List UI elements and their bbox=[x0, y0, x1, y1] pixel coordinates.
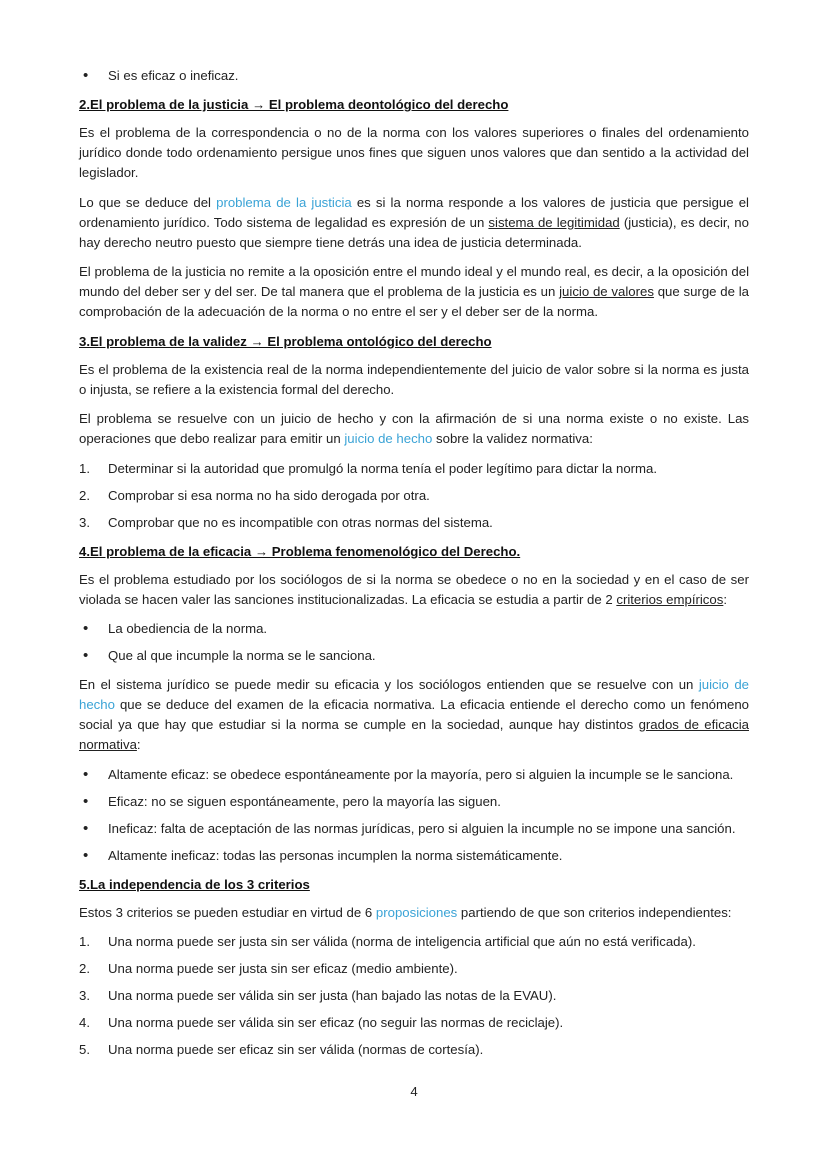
list-item-text: Comprobar si esa norma no ha sido derogada por otra. bbox=[108, 487, 430, 503]
list-item-text: Que al que incumple la norma se le sanciona. bbox=[108, 648, 376, 663]
text-run: Es el problema estudiado por los sociólogos de si la norma se obedece o no en la sociedad y en el caso de ser violada se hacen valer las sanciones institucionalizadas. La eficacia se estudia a partir de 2 bbox=[79, 571, 749, 607]
list-item bbox=[79, 932, 749, 952]
justice-problem-link[interactable]: problema de la justicia bbox=[216, 194, 352, 210]
text-run: es si la norma responde a los valores de justicia que persigue el ordenamiento jurídico. Todo sistema de legalidad es expresión de un bbox=[79, 194, 749, 230]
text-run: El problema de la justicia no remite a la oposición entre el mundo ideal y el mundo real, es decir, a la oposición del mundo del deber ser y del ser. De tal manera que el problema de la justicia es un bbox=[79, 264, 749, 299]
bullet-icon: • bbox=[83, 846, 89, 864]
fact-judgment-link[interactable]: juicio de hecho bbox=[79, 677, 749, 712]
text-run: : bbox=[136, 737, 141, 752]
section-2-paragraph-2 bbox=[79, 193, 749, 253]
list-item-text: Si es eficaz o ineficaz. bbox=[108, 68, 239, 83]
legitimacy-system-term: sistema de legitimidad bbox=[488, 214, 620, 230]
value-judgment-term: juicio de valores bbox=[559, 284, 654, 299]
bullet-icon: • bbox=[83, 647, 89, 664]
list-item bbox=[79, 646, 749, 666]
propositions-link[interactable]: proposiciones bbox=[375, 904, 458, 920]
section-4-paragraph-1 bbox=[79, 570, 749, 610]
propositions-list bbox=[79, 932, 749, 1060]
empirical-criteria-list bbox=[79, 619, 749, 666]
fact-judgment-link[interactable]: juicio de hecho bbox=[344, 431, 433, 446]
bullet-icon: • bbox=[83, 67, 89, 84]
list-item-text: Una norma puede ser válida sin ser justa (han bajado las notas de la EVAU). bbox=[108, 988, 557, 1003]
section-2-heading: 2.El problema de la justicia → El problema deontológico del derecho bbox=[79, 97, 509, 112]
validity-operations-list bbox=[79, 459, 749, 533]
text-run: : bbox=[723, 591, 728, 607]
list-number: 2. bbox=[79, 961, 90, 976]
list-item bbox=[79, 765, 749, 785]
list-item-text: Ineficaz: falta de aceptación de las normas jurídicas, pero si alguien la incumple no se impone una sanción. bbox=[108, 820, 736, 836]
list-number: 5. bbox=[79, 1042, 90, 1057]
empirical-criteria-term: criterios empíricos bbox=[616, 591, 724, 607]
efficacy-grades-list bbox=[79, 765, 749, 866]
list-item bbox=[79, 819, 749, 839]
list-item-text: Una norma puede ser justa sin ser eficaz (medio ambiente). bbox=[108, 961, 458, 976]
list-item-text: Altamente eficaz: se obedece espontáneamente por la mayoría, pero si alguien la incumple se le sanciona. bbox=[108, 766, 734, 782]
list-item bbox=[79, 513, 749, 533]
bullet-icon: • bbox=[83, 792, 89, 810]
text-run: En el sistema jurídico se puede medir su eficacia y los sociólogos entienden que se resuelve con un bbox=[79, 677, 699, 692]
efficacy-grades-term: grados de eficacia normativa bbox=[79, 717, 749, 752]
section-2-paragraph-3 bbox=[79, 262, 749, 322]
list-item-text: Comprobar que no es incompatible con otras normas del sistema. bbox=[108, 514, 493, 530]
text-run: El problema se resuelve con un juicio de hecho y con la afirmación de si una norma existe o no existe. Las operaciones que debo realizar para emitir un bbox=[79, 411, 749, 446]
list-item bbox=[79, 1040, 749, 1060]
list-number: 3. bbox=[79, 514, 90, 530]
bullet-icon: • bbox=[83, 765, 89, 783]
text-run: que surge de la comprobación de la adecuación de la norma o no entre el ser y el deber ser de la norma. bbox=[79, 284, 749, 319]
list-item bbox=[79, 1013, 749, 1033]
list-item bbox=[79, 486, 749, 506]
list-item-text: Una norma puede ser válida sin ser eficaz (no seguir las normas de reciclaje). bbox=[108, 1015, 564, 1030]
intro-list bbox=[79, 66, 749, 86]
section-5-heading: 5.La independencia de los 3 criterios bbox=[79, 876, 310, 892]
section-5-paragraph-1 bbox=[79, 903, 749, 923]
list-item bbox=[79, 619, 749, 639]
section-3-paragraph-1: Es el problema de la existencia real de la norma independientemente del juicio de valor sobre si la norma es justa o injusta, se refiere a la existencia formal del derecho. bbox=[79, 361, 749, 397]
list-item-text: Eficaz: no se siguen espontáneamente, pero la mayoría las siguen. bbox=[108, 793, 501, 809]
section-3-heading: 3.El problema de la validez → El problema ontológico del derecho bbox=[79, 333, 492, 349]
list-item bbox=[79, 959, 749, 979]
section-3-paragraph-2 bbox=[79, 409, 749, 449]
bullet-icon: • bbox=[83, 819, 89, 837]
list-item bbox=[79, 986, 749, 1006]
bullet-icon: • bbox=[83, 620, 89, 637]
list-number: 1. bbox=[79, 460, 90, 476]
text-run: Lo que se deduce del bbox=[79, 194, 217, 210]
list-item-text: Una norma puede ser justa sin ser válida (norma de inteligencia artificial que aún no está verificada). bbox=[108, 934, 696, 949]
text-run: Estos 3 criterios se pueden estudiar en virtud de 6 bbox=[79, 904, 376, 920]
list-item bbox=[79, 66, 749, 86]
list-item-text: Altamente ineficaz: todas las personas incumplen la norma sistemáticamente. bbox=[108, 847, 563, 863]
list-number: 2. bbox=[79, 487, 90, 503]
list-item bbox=[79, 792, 749, 812]
section-4-heading: 4.El problema de la eficacia → Problema fenomenológico del Derecho. bbox=[79, 543, 521, 559]
list-number: 4. bbox=[79, 1015, 90, 1030]
text-run: sobre la validez normativa: bbox=[432, 431, 593, 446]
section-2-paragraph-1: Es el problema de la correspondencia o no de la norma con los valores superiores o finales del ordenamiento jurídico donde todo ordenamiento persigue unos fines que siguen unos valores que dan sentido a la actividad del legislador. bbox=[79, 125, 749, 180]
list-number: 3. bbox=[79, 988, 90, 1003]
text-run: partiendo de que son criterios independientes: bbox=[457, 904, 732, 920]
text-run: que se deduce del examen de la eficacia normativa. La eficacia entiende el derecho como un fenómeno social ya que hay que estudiar si la norma se cumple en la sociedad, aunque hay distintos bbox=[79, 697, 749, 732]
text-run: (justicia), es decir, no hay derecho neutro puesto que siempre tiene detrás una idea de justicia determinada. bbox=[79, 214, 749, 250]
list-item-text: La obediencia de la norma. bbox=[108, 621, 268, 636]
section-4-paragraph-2 bbox=[79, 675, 749, 755]
list-item-text: Determinar si la autoridad que promulgó la norma tenía el poder legítimo para dictar la norma. bbox=[108, 460, 658, 476]
list-item-text: Una norma puede ser eficaz sin ser válida (normas de cortesía). bbox=[108, 1042, 484, 1057]
list-item bbox=[79, 846, 749, 866]
list-number: 1. bbox=[79, 934, 90, 949]
page-number: 4 bbox=[410, 1084, 418, 1099]
list-item bbox=[79, 459, 749, 479]
